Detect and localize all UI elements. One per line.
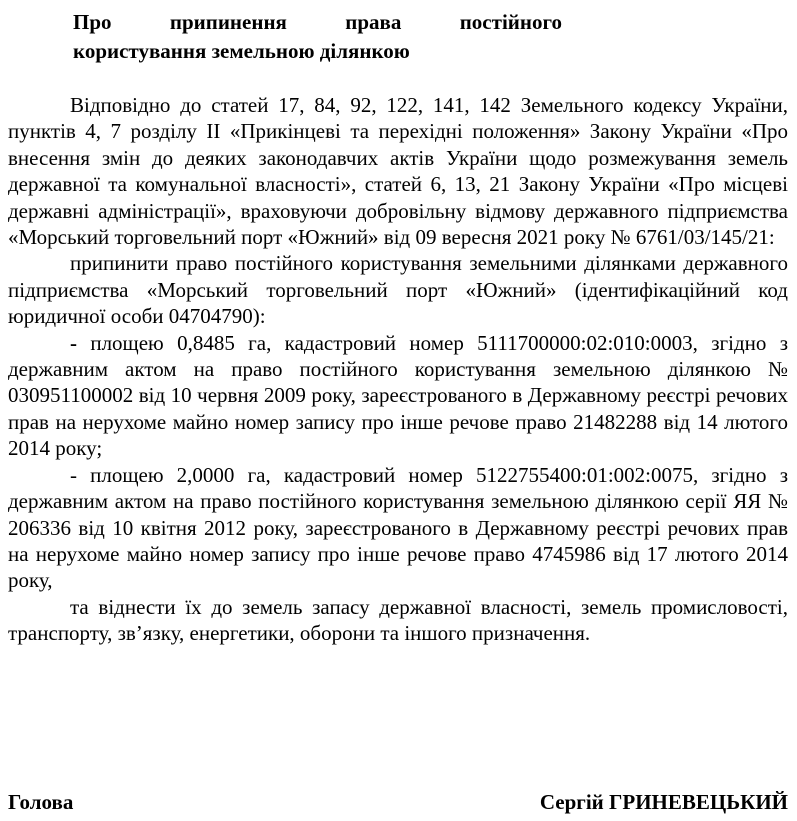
item-dash: - xyxy=(70,330,77,355)
document-body xyxy=(8,92,788,647)
title-line-2: користування земельною ділянкою xyxy=(73,39,410,63)
document-title xyxy=(73,8,562,66)
preamble-paragraph: Відповідно до статей 17, 84, 92, 122, 141, 142 Земельного кодексу України, пунктів 4, 7 розділу ІІ «Прикінцеві та перехідні положення» Закону України «Про внесення змін до деяких законодавчих актів України щодо розмежування земель державної та комунальної власності», статей 6, 13, 21 Закону України «Про місцеві державні адміністрації», враховуючи добровільну відмову державного підприємства «Морський торговельний порт «Южний» від 09 вересня 2021 року № 6761/03/145/21: xyxy=(8,93,788,250)
closing-paragraph: та віднести їх до земель запасу державної власності, земель промисловості, транспорту, зв’язку, енергетики, оборони та іншого призначення. xyxy=(8,594,788,646)
land-plot-item-1 xyxy=(8,330,788,462)
signature-name: Сергій ГРИНЕВЕЦЬКИЙ xyxy=(539,790,788,814)
land-plot-item-1-text: площею 0,8485 га, кадастровий номер 5111700000:02:010:0003, згідно з державним актом на право постійного користування земельною ділянкою № 030951100002 від 10 червня 2009 року, зареєстрованого в Державному реєстрі речових прав на нерухоме майно номер запису про інше речове право 21482288 від 14 лютого 2014 року; xyxy=(8,330,788,461)
signature-position: Голова xyxy=(8,790,74,814)
title-line-1: Про припинення права постійного xyxy=(73,10,562,34)
land-plot-item-2: - площею 2,0000 га, кадастровий номер 5122755400:01:002:0075, згідно з державним актом на право постійного користування земельною ділянкою серії ЯЯ № 206336 від 10 квітня 2012 року, зареєстрованого в Державному реєстрі речових прав на нерухоме майно номер запису про інше речове право 4745986 від 17 лютого 2014 року, xyxy=(8,462,788,593)
decision-paragraph: припинити право постійного користування земельними ділянками державного підприємства «Морський торговельний порт «Южний» (ідентифікаційний код юридичної особи 04704790): xyxy=(8,251,788,329)
